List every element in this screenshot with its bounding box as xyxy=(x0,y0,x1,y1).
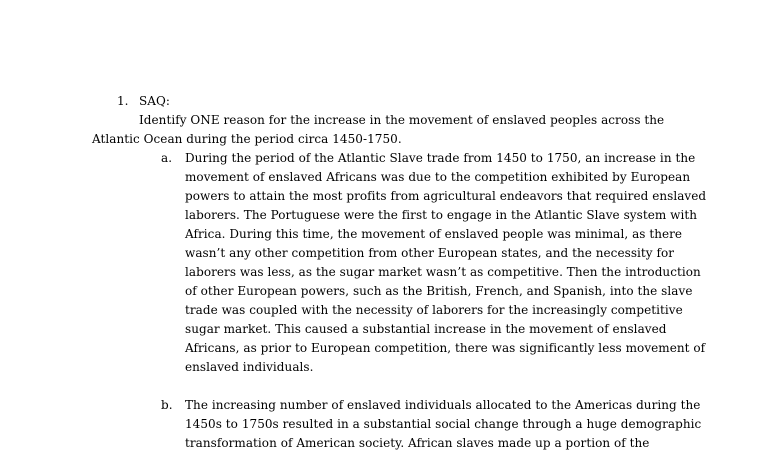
answer-line: powers to attain the most profits from agricultural endeavors that required enslaved xyxy=(185,189,707,203)
answer-line: sugar market. This caused a substantial increase in the movement of enslaved xyxy=(185,322,667,336)
answer-line: wasn’t any other competition from other European states, and the necessity for xyxy=(185,246,675,260)
answer-line: transformation of American society. African slaves made up a portion of the xyxy=(185,436,650,450)
answer-line: laborers was less, as the sugar market wasn’t as competitive. Then the introduction xyxy=(185,265,701,279)
answer-line: 1450s to 1750s resulted in a substantial social change through a huge demographic xyxy=(185,417,702,431)
answer-line: of other European powers, such as the British, French, and Spanish, into the slave xyxy=(185,284,693,298)
answer-line: movement of enslaved Africans was due to the competition exhibited by European xyxy=(185,170,691,184)
answer-line: laborers. The Portuguese were the first to engage in the Atlantic Slave system with xyxy=(185,208,697,222)
answer-line: Africa. During this time, the movement of enslaved people was minimal, as there xyxy=(185,227,683,241)
answer-marker: b. xyxy=(161,398,173,412)
question-line: Identify ONE reason for the increase in the movement of enslaved peoples across the xyxy=(139,113,665,127)
answer-line: During the period of the Atlantic Slave trade from 1450 to 1750, an increase in the xyxy=(185,151,696,165)
answer-line: trade was coupled with the necessity of laborers for the increasingly competitive xyxy=(185,303,683,317)
answer-line: Africans, as prior to European competition, there was significantly less movement of xyxy=(185,341,706,355)
item-heading: SAQ: xyxy=(139,94,170,108)
answer-line: enslaved individuals. xyxy=(185,360,314,374)
item-number: 1. xyxy=(117,94,129,108)
answer-marker: a. xyxy=(161,151,173,165)
question-line: Atlantic Ocean during the period circa 1450-1750. xyxy=(92,132,402,146)
answer-line: The increasing number of enslaved individuals allocated to the Americas during the xyxy=(185,398,701,412)
